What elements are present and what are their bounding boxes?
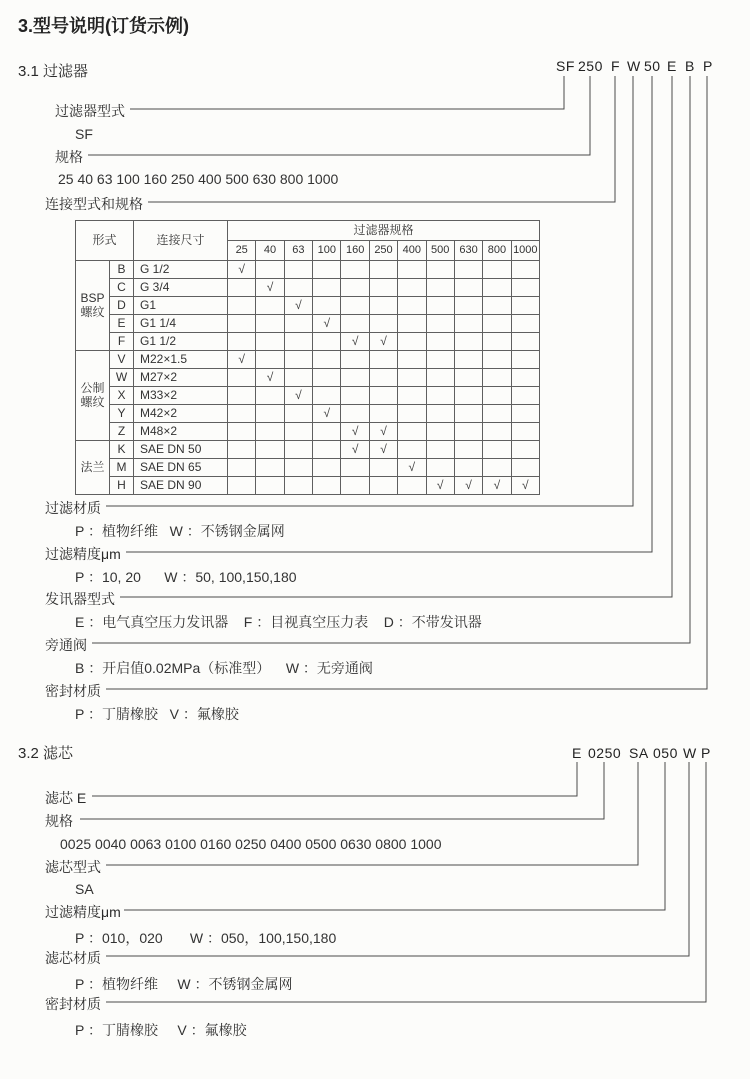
empty-cell <box>426 423 454 441</box>
value-filter-seal: P ：丁腈橡胶 V ：氟橡胶 <box>75 706 239 722</box>
empty-cell <box>511 261 539 279</box>
value-filter-precision: P ：10, 20 W ：50, 100,150,180 <box>75 569 297 585</box>
empty-cell <box>228 441 256 459</box>
size-col-header: 100 <box>313 241 341 261</box>
check-mark-cell: √ <box>228 351 256 369</box>
connection-code-cell: M <box>110 459 134 477</box>
empty-cell <box>256 333 284 351</box>
empty-cell <box>341 387 369 405</box>
empty-cell <box>228 315 256 333</box>
empty-cell <box>256 441 284 459</box>
check-mark-cell: √ <box>398 459 426 477</box>
col-header-spec-group: 过滤器规格 <box>228 221 540 241</box>
size-col-header: 160 <box>341 241 369 261</box>
empty-cell <box>369 369 397 387</box>
empty-cell <box>341 261 369 279</box>
empty-cell <box>398 261 426 279</box>
section-element-heading: 3.2 滤芯 <box>18 745 74 762</box>
empty-cell <box>398 441 426 459</box>
empty-cell <box>341 351 369 369</box>
label-filter-bypass: 旁通阀 <box>45 637 87 653</box>
empty-cell <box>426 261 454 279</box>
connection-size-cell: SAE DN 65 <box>134 459 228 477</box>
connection-size-cell: G1 <box>134 297 228 315</box>
empty-cell <box>341 405 369 423</box>
empty-cell <box>426 459 454 477</box>
empty-cell <box>511 315 539 333</box>
value-element-media: P ：植物纤维 W ：不锈钢金属网 <box>75 976 293 992</box>
connection-row <box>76 459 540 477</box>
size-col-header: 40 <box>256 241 284 261</box>
empty-cell <box>313 261 341 279</box>
connection-row <box>76 423 540 441</box>
connection-row <box>76 351 540 369</box>
connection-code-cell: D <box>110 297 134 315</box>
connection-code-cell: Z <box>110 423 134 441</box>
size-col-header: 630 <box>454 241 482 261</box>
empty-cell <box>398 315 426 333</box>
connector-element-size <box>80 762 604 819</box>
empty-cell <box>228 477 256 495</box>
value-element-size: 0025 0040 0063 0100 0160 0250 0400 0500 0630 0800 1000 <box>60 836 442 852</box>
check-mark-cell: √ <box>369 441 397 459</box>
filter-code-size: 250 <box>578 58 603 74</box>
empty-cell <box>228 405 256 423</box>
empty-cell <box>369 315 397 333</box>
filter-code-bypass: B <box>685 58 695 74</box>
empty-cell <box>511 369 539 387</box>
empty-cell <box>341 369 369 387</box>
connection-code-cell: X <box>110 387 134 405</box>
empty-cell <box>284 261 312 279</box>
connection-code-cell: C <box>110 279 134 297</box>
empty-cell <box>398 279 426 297</box>
empty-cell <box>369 387 397 405</box>
connection-code-cell: Y <box>110 405 134 423</box>
empty-cell <box>483 279 511 297</box>
empty-cell <box>426 405 454 423</box>
connection-row <box>76 387 540 405</box>
value-filter-type: SF <box>75 126 93 142</box>
size-col-header: 500 <box>426 241 454 261</box>
check-mark-cell: √ <box>341 441 369 459</box>
connection-row <box>76 441 540 459</box>
connection-row <box>76 477 540 495</box>
connection-code-cell: V <box>110 351 134 369</box>
empty-cell <box>511 459 539 477</box>
connection-size-cell: M27×2 <box>134 369 228 387</box>
connection-code-cell: E <box>110 315 134 333</box>
empty-cell <box>256 423 284 441</box>
empty-cell <box>483 333 511 351</box>
empty-cell <box>426 315 454 333</box>
empty-cell <box>256 261 284 279</box>
empty-cell <box>483 351 511 369</box>
empty-cell <box>284 459 312 477</box>
value-filter-indicator: E ：电气真空压力发讯器 F ：目视真空压力表 D ：不带发讯器 <box>75 614 482 630</box>
connection-spec-table <box>75 220 540 495</box>
empty-cell <box>313 441 341 459</box>
empty-cell <box>313 369 341 387</box>
empty-cell <box>313 279 341 297</box>
connection-size-cell: M48×2 <box>134 423 228 441</box>
value-filter-bypass: B ：开启值0.02MPa（标准型） W ：无旁通阀 <box>75 660 373 676</box>
empty-cell <box>483 297 511 315</box>
empty-cell <box>369 459 397 477</box>
connection-row <box>76 315 540 333</box>
empty-cell <box>454 387 482 405</box>
empty-cell <box>284 369 312 387</box>
empty-cell <box>511 297 539 315</box>
empty-cell <box>454 441 482 459</box>
element-code-prefix: E <box>572 745 582 761</box>
connection-code-cell: W <box>110 369 134 387</box>
empty-cell <box>256 315 284 333</box>
value-element-seal: P ：丁腈橡胶 V ：氟橡胶 <box>75 1022 247 1038</box>
connector-element-seal <box>106 762 706 1002</box>
empty-cell <box>228 333 256 351</box>
connection-code-cell: H <box>110 477 134 495</box>
empty-cell <box>426 369 454 387</box>
empty-cell <box>284 477 312 495</box>
check-mark-cell: √ <box>313 405 341 423</box>
empty-cell <box>256 387 284 405</box>
empty-cell <box>284 441 312 459</box>
empty-cell <box>454 369 482 387</box>
element-code-seal: P <box>701 745 711 761</box>
connector-element-prefix <box>92 762 577 796</box>
filter-code-media: W <box>627 58 641 74</box>
connection-size-cell: SAE DN 50 <box>134 441 228 459</box>
empty-cell <box>426 351 454 369</box>
empty-cell <box>454 423 482 441</box>
empty-cell <box>313 477 341 495</box>
empty-cell <box>369 297 397 315</box>
empty-cell <box>398 297 426 315</box>
empty-cell <box>369 279 397 297</box>
empty-cell <box>426 333 454 351</box>
size-col-header: 250 <box>369 241 397 261</box>
connection-row <box>76 369 540 387</box>
connection-group-label: BSP螺纹 <box>76 261 110 351</box>
empty-cell <box>483 405 511 423</box>
label-element-prefix: 滤芯 E <box>45 790 87 806</box>
empty-cell <box>284 405 312 423</box>
table-header-row-1 <box>76 221 540 241</box>
label-element-type: 滤芯型式 <box>45 859 101 875</box>
check-mark-cell: √ <box>511 477 539 495</box>
empty-cell <box>313 333 341 351</box>
empty-cell <box>369 261 397 279</box>
empty-cell <box>313 423 341 441</box>
empty-cell <box>228 279 256 297</box>
value-element-type: SA <box>75 881 94 897</box>
value-filter-size: 25 40 63 100 160 250 400 500 630 800 1000 <box>58 171 339 187</box>
empty-cell <box>398 405 426 423</box>
check-mark-cell: √ <box>284 297 312 315</box>
connection-size-cell: G 1/2 <box>134 261 228 279</box>
check-mark-cell: √ <box>284 387 312 405</box>
empty-cell <box>228 459 256 477</box>
label-element-media: 滤芯材质 <box>45 950 101 966</box>
check-mark-cell: √ <box>369 333 397 351</box>
empty-cell <box>284 333 312 351</box>
empty-cell <box>256 297 284 315</box>
empty-cell <box>313 387 341 405</box>
connection-size-cell: SAE DN 90 <box>134 477 228 495</box>
empty-cell <box>483 387 511 405</box>
connection-row <box>76 261 540 279</box>
col-header-type: 形式 <box>76 221 134 261</box>
empty-cell <box>454 405 482 423</box>
label-filter-seal: 密封材质 <box>45 683 101 699</box>
connection-code-cell: F <box>110 333 134 351</box>
connection-group-label: 法兰 <box>76 441 110 495</box>
connector-filter-type <box>130 76 564 109</box>
empty-cell <box>369 351 397 369</box>
label-element-size: 规格 <box>45 813 73 829</box>
empty-cell <box>483 261 511 279</box>
empty-cell <box>454 297 482 315</box>
page-title: 3.型号说明(订货示例) <box>18 16 189 36</box>
check-mark-cell: √ <box>228 261 256 279</box>
empty-cell <box>284 279 312 297</box>
empty-cell <box>341 279 369 297</box>
empty-cell <box>454 315 482 333</box>
connection-group-label: 公制螺纹 <box>76 351 110 441</box>
empty-cell <box>426 387 454 405</box>
check-mark-cell: √ <box>341 333 369 351</box>
value-element-precision: P ：010，020 W ：050，100,150,180 <box>75 930 337 946</box>
label-filter-precision: 过滤精度μm <box>45 546 121 562</box>
empty-cell <box>341 297 369 315</box>
connection-row <box>76 333 540 351</box>
empty-cell <box>398 333 426 351</box>
connection-row <box>76 405 540 423</box>
empty-cell <box>483 459 511 477</box>
connection-size-cell: M22×1.5 <box>134 351 228 369</box>
element-code-type: SA <box>629 745 649 761</box>
connection-code-cell: B <box>110 261 134 279</box>
empty-cell <box>483 315 511 333</box>
connection-code-cell: K <box>110 441 134 459</box>
empty-cell <box>454 351 482 369</box>
filter-code-connection: F <box>611 58 621 74</box>
label-filter-indicator: 发讯器型式 <box>45 591 115 607</box>
size-col-header: 25 <box>228 241 256 261</box>
empty-cell <box>483 441 511 459</box>
empty-cell <box>369 405 397 423</box>
check-mark-cell: √ <box>313 315 341 333</box>
empty-cell <box>426 297 454 315</box>
label-filter-type: 过滤器型式 <box>55 103 125 119</box>
connection-row <box>76 279 540 297</box>
empty-cell <box>454 279 482 297</box>
check-mark-cell: √ <box>256 369 284 387</box>
empty-cell <box>284 351 312 369</box>
empty-cell <box>228 423 256 441</box>
connection-size-cell: G 3/4 <box>134 279 228 297</box>
check-mark-cell: √ <box>426 477 454 495</box>
label-filter-media: 过滤材质 <box>45 500 101 516</box>
connection-size-cell: G1 1/4 <box>134 315 228 333</box>
empty-cell <box>511 387 539 405</box>
empty-cell <box>511 351 539 369</box>
empty-cell <box>454 459 482 477</box>
filter-code-indicator: E <box>667 58 677 74</box>
empty-cell <box>511 405 539 423</box>
empty-cell <box>398 423 426 441</box>
connector-element-media <box>106 762 689 956</box>
check-mark-cell: √ <box>454 477 482 495</box>
connection-size-cell: M42×2 <box>134 405 228 423</box>
connection-size-cell: M33×2 <box>134 387 228 405</box>
filter-code-precision: 50 <box>644 58 661 74</box>
empty-cell <box>426 279 454 297</box>
section-filter-heading: 3.1 过滤器 <box>18 63 89 80</box>
empty-cell <box>398 387 426 405</box>
empty-cell <box>454 261 482 279</box>
label-filter-connection: 连接型式和规格 <box>45 196 143 212</box>
label-element-precision: 过滤精度μm <box>45 904 121 920</box>
empty-cell <box>398 351 426 369</box>
check-mark-cell: √ <box>256 279 284 297</box>
empty-cell <box>341 315 369 333</box>
empty-cell <box>511 279 539 297</box>
empty-cell <box>256 351 284 369</box>
check-mark-cell: √ <box>483 477 511 495</box>
empty-cell <box>313 351 341 369</box>
empty-cell <box>313 459 341 477</box>
label-filter-size: 规格 <box>55 149 83 165</box>
element-code-precision: 050 <box>653 745 678 761</box>
connector-filter-size <box>88 76 590 155</box>
connection-table-body <box>76 261 540 495</box>
empty-cell <box>284 423 312 441</box>
empty-cell <box>256 477 284 495</box>
size-col-header: 1000 <box>511 241 539 261</box>
size-col-header: 800 <box>483 241 511 261</box>
empty-cell <box>341 459 369 477</box>
empty-cell <box>369 477 397 495</box>
element-code-size: 0250 <box>588 745 622 761</box>
check-mark-cell: √ <box>369 423 397 441</box>
element-code-media: W <box>683 745 697 761</box>
empty-cell <box>398 477 426 495</box>
empty-cell <box>454 333 482 351</box>
connection-row <box>76 297 540 315</box>
value-filter-media: P ：植物纤维 W ：不锈钢金属网 <box>75 523 285 539</box>
filter-code-type: SF <box>556 58 575 74</box>
empty-cell <box>284 315 312 333</box>
empty-cell <box>228 369 256 387</box>
col-header-conn-size: 连接尺寸 <box>134 221 228 261</box>
empty-cell <box>511 333 539 351</box>
filter-code-seal: P <box>703 58 713 74</box>
empty-cell <box>511 423 539 441</box>
empty-cell <box>228 297 256 315</box>
empty-cell <box>256 459 284 477</box>
empty-cell <box>483 369 511 387</box>
empty-cell <box>341 477 369 495</box>
empty-cell <box>511 441 539 459</box>
connection-size-cell: G1 1/2 <box>134 333 228 351</box>
empty-cell <box>426 441 454 459</box>
empty-cell <box>313 297 341 315</box>
empty-cell <box>398 369 426 387</box>
label-element-seal: 密封材质 <box>45 996 101 1012</box>
empty-cell <box>228 387 256 405</box>
empty-cell <box>256 405 284 423</box>
check-mark-cell: √ <box>341 423 369 441</box>
size-col-header: 400 <box>398 241 426 261</box>
empty-cell <box>483 423 511 441</box>
size-col-header: 63 <box>284 241 312 261</box>
